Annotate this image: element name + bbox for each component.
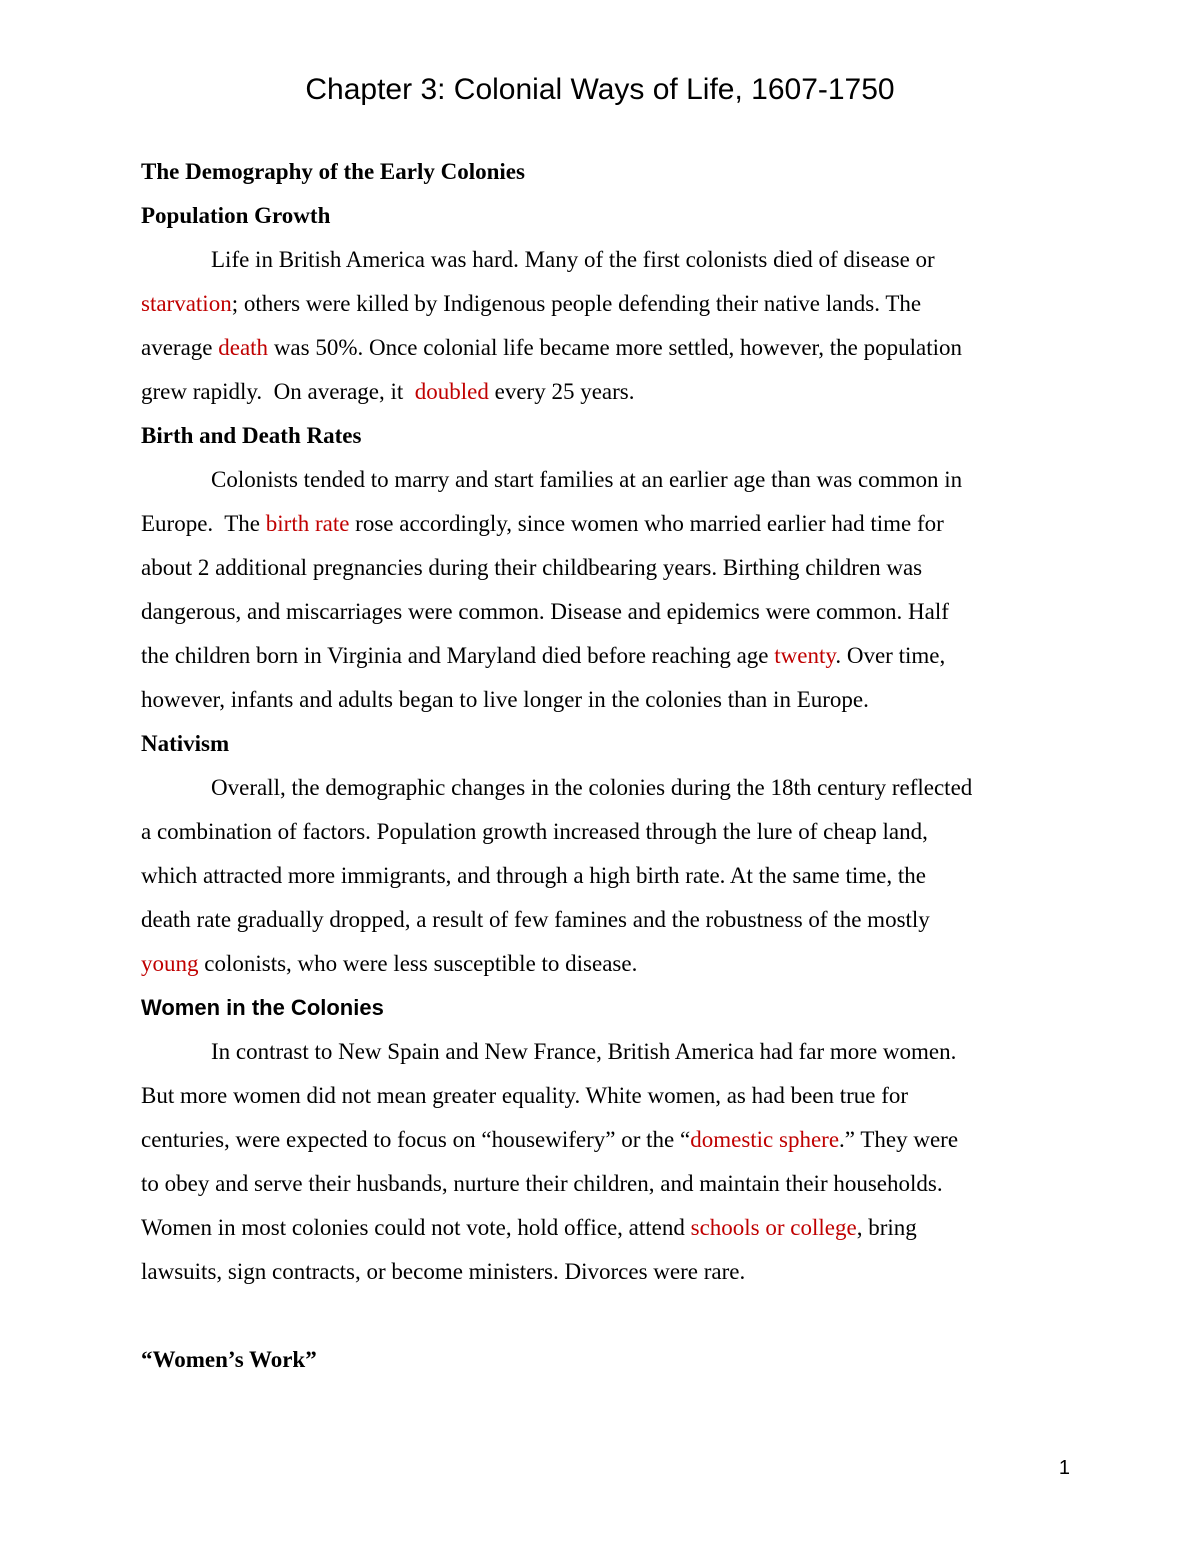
text-span: grew rapidly. On average, it bbox=[141, 379, 415, 404]
paragraph-birth-death bbox=[141, 458, 1061, 722]
text-line bbox=[141, 282, 1061, 326]
text-span: colonists, who were less susceptible to disease. bbox=[198, 951, 638, 976]
text-line bbox=[141, 370, 1061, 414]
text-line: which attracted more immigrants, and through a high birth rate. At the same time, the bbox=[141, 863, 926, 888]
text-line: death rate gradually dropped, a result of few famines and the robustness of the mostly bbox=[141, 907, 930, 932]
text-line bbox=[141, 1118, 1061, 1162]
highlight-term: young bbox=[141, 951, 199, 976]
highlight-term: domestic sphere bbox=[690, 1127, 840, 1152]
text-line: to obey and serve their husbands, nurture their children, and maintain their households. bbox=[141, 1171, 943, 1196]
section-heading-population-growth: Population Growth bbox=[141, 203, 331, 228]
text-line: In contrast to New Spain and New France, British America had far more women. bbox=[211, 1039, 957, 1064]
text-line: Colonists tended to marry and start families at an earlier age than was common in bbox=[211, 467, 963, 492]
text-line: however, infants and adults began to live longer in the colonies than in Europe. bbox=[141, 687, 869, 712]
text-span: . Over time, bbox=[835, 643, 946, 668]
highlight-term: schools or college bbox=[690, 1215, 857, 1240]
text-span: average bbox=[141, 335, 219, 360]
chapter-title: Chapter 3: Colonial Ways of Life, 1607-1750 bbox=[305, 73, 895, 106]
text-span: ; others were killed by Indigenous people defending their native lands. The bbox=[231, 291, 922, 316]
section-heading-women: Women in the Colonies bbox=[141, 995, 384, 1020]
text-span: , bring bbox=[856, 1215, 917, 1240]
paragraph-women bbox=[141, 1030, 1061, 1294]
text-span: every 25 years. bbox=[488, 379, 635, 404]
highlight-term: death bbox=[218, 335, 269, 360]
text-line bbox=[141, 942, 1061, 986]
text-line: a combination of factors. Population growth increased through the lure of cheap land, bbox=[141, 819, 928, 844]
text-line: about 2 additional pregnancies during their childbearing years. Birthing children was bbox=[141, 555, 923, 580]
text-span: Europe. The bbox=[141, 511, 266, 536]
section-heading-demography: The Demography of the Early Colonies bbox=[141, 159, 525, 184]
text-line bbox=[141, 502, 1061, 546]
text-span: .” They were bbox=[839, 1127, 959, 1152]
text-span: was 50%. Once colonial life became more settled, however, the population bbox=[268, 335, 963, 360]
text-span: Women in most colonies could not vote, hold office, attend bbox=[141, 1215, 691, 1240]
text-line: lawsuits, sign contracts, or become ministers. Divorces were rare. bbox=[141, 1259, 746, 1284]
highlight-term: twenty bbox=[774, 643, 836, 668]
highlight-term: starvation bbox=[141, 291, 232, 316]
text-span: rose accordingly, since women who married earlier had time for bbox=[349, 511, 944, 536]
text-line bbox=[141, 634, 1061, 678]
text-line: But more women did not mean greater equality. White women, as had been true for bbox=[141, 1083, 909, 1108]
text-line bbox=[141, 326, 1061, 370]
section-heading-womens-work: “Women’s Work” bbox=[141, 1347, 317, 1372]
highlight-term: doubled bbox=[414, 379, 489, 404]
text-span: the children born in Virginia and Maryland died before reaching age bbox=[141, 643, 775, 668]
text-span: centuries, were expected to focus on “housewifery” or the “ bbox=[141, 1127, 691, 1152]
text-line: Life in British America was hard. Many of the first colonists died of disease or bbox=[211, 247, 935, 272]
paragraph-population-growth bbox=[141, 238, 1061, 414]
section-heading-nativism: Nativism bbox=[141, 731, 230, 756]
page-number: 1 bbox=[1058, 1457, 1070, 1479]
blank-line bbox=[141, 1294, 1061, 1338]
highlight-term: birth rate bbox=[265, 511, 350, 536]
text-line bbox=[141, 1206, 1061, 1250]
document-body bbox=[141, 150, 1061, 1382]
text-line: dangerous, and miscarriages were common. Disease and epidemics were common. Half bbox=[141, 599, 949, 624]
paragraph-nativism bbox=[141, 766, 1061, 986]
section-heading-birth-death: Birth and Death Rates bbox=[141, 423, 362, 448]
text-line: Overall, the demographic changes in the colonies during the 18th century reflected bbox=[211, 775, 973, 800]
